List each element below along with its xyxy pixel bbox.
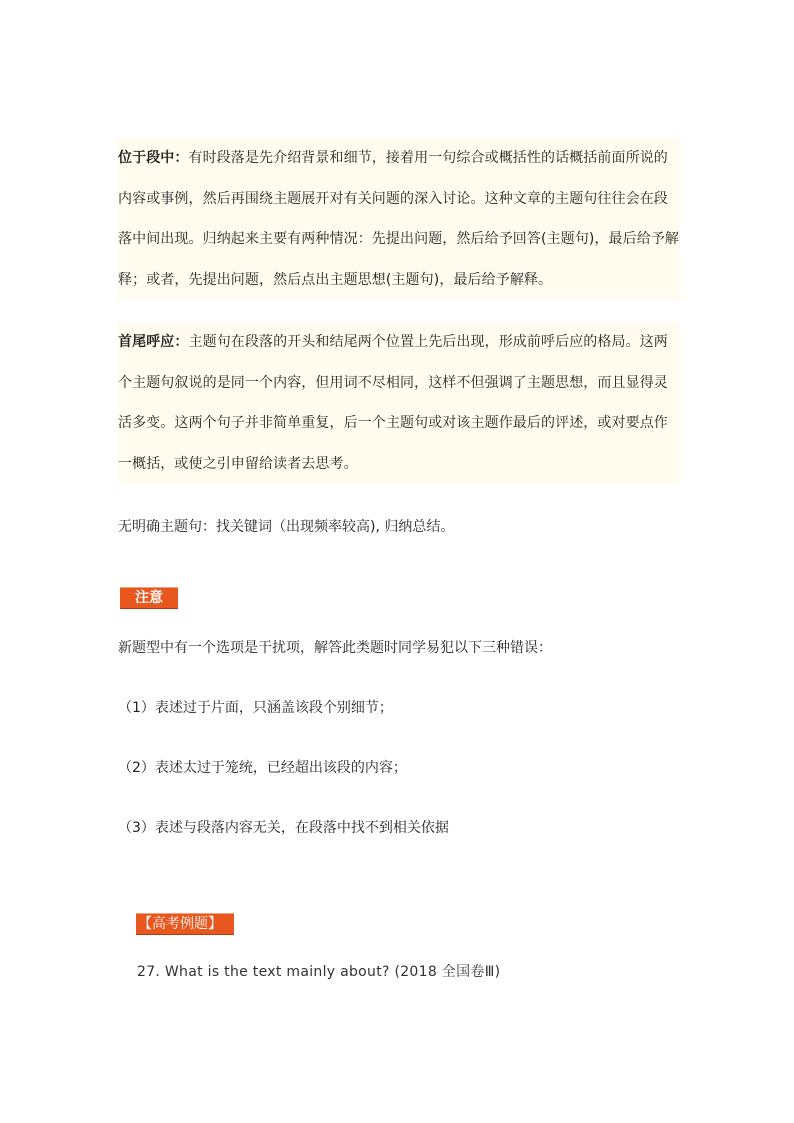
- no-topic-sentence: 无明确主题句：找关键词（出现频率较高), 归纳总结。: [118, 519, 455, 535]
- question-text: 27. What is the text mainly about? (2018 全国卷Ⅲ): [137, 964, 501, 980]
- note-tag: 注意: [120, 587, 178, 609]
- error-item-3: （3）表述与段落内容无关，在段落中找不到相关依据: [118, 820, 449, 836]
- paragraph-middle: [118, 138, 680, 300]
- heading-ends: 首尾呼应：: [118, 334, 189, 350]
- paragraph-ends: [118, 322, 680, 484]
- heading-middle: 位于段中：: [118, 150, 189, 166]
- example-tag: 【高考例题】: [136, 913, 234, 935]
- error-item-2: （2）表述太过于笼统，已经超出该段的内容；: [118, 760, 407, 776]
- body-ends: 主题句在段落的开头和结尾两个位置上先后出现，形成前呼后应的格局。这两个主题句叙说的是同一个内容，但用词不尽相同，这样不但强调了主题思想，而且显得灵活多变。这两个句子并非简单重复，后一个主题句或对该主题作最后的评述，或对要点作一概括，或使之引申留给读者去思考。: [118, 334, 668, 472]
- note-intro: 新题型中有一个选项是干扰项，解答此类题时同学易犯以下三种错误：: [118, 640, 552, 656]
- error-item-1: （1）表述过于片面，只涵盖该段个别细节；: [118, 700, 393, 716]
- body-middle: 有时段落是先介绍背景和细节，接着用一句综合或概括性的话概括前面所说的内容或事例，然后再围绕主题展开对有关问题的深入讨论。这种文章的主题句往往会在段落中间出现。归纳起来主要有两种情况：先提出问题，然后给予回答(主题句)，最后给予解释；或者，先提出问题，然后点出主题思想(主题句)，最后给予解释。: [118, 150, 680, 288]
